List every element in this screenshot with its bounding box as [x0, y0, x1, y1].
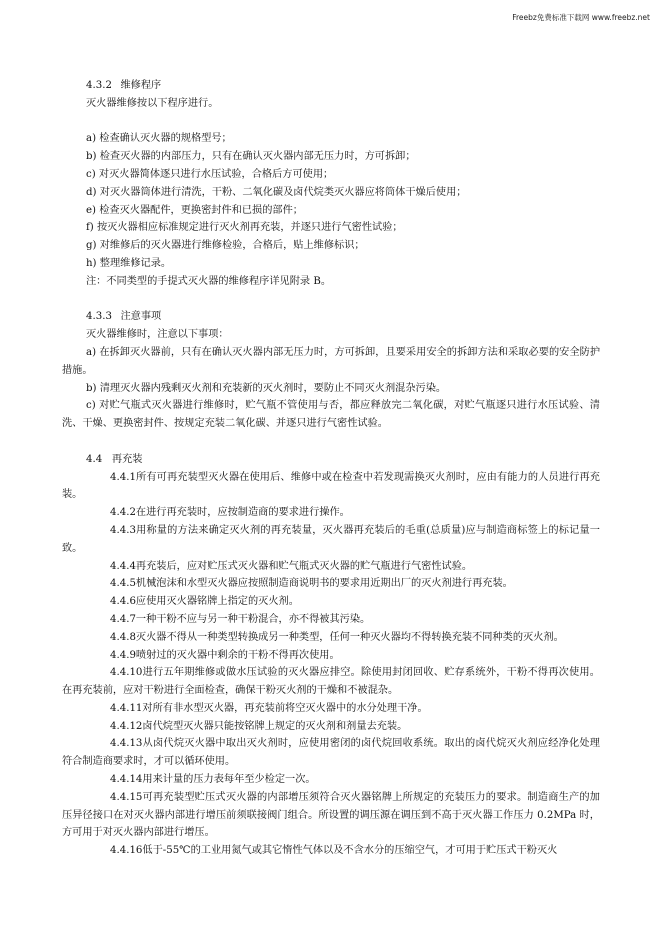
section-number: 4.3.3 [86, 311, 112, 323]
paragraph: a) 在拆卸灭火器前，只有在确认灭火器内部无压力时，方可拆卸，且要采用安全的拆卸方法和采取必要的安全防护措施。 [62, 346, 600, 376]
clause-paragraph [62, 504, 600, 522]
list-item: a) 检查确认灭火器的规格型号； [86, 133, 232, 145]
section-title: 维修程序 [120, 80, 162, 91]
section-heading [62, 77, 600, 95]
clause-text: 在进行再充装时，应按制造商的要求进行操作。 [135, 507, 350, 519]
section-heading [62, 451, 600, 469]
clause-paragraph [62, 771, 600, 789]
section-number: 4.3.2 [86, 80, 112, 91]
paragraph: b) 清理灭火器内残剩灭火剂和充装新的灭火剂时，要防止不同灭火剂混杂污染。 [86, 382, 447, 394]
list-item: f) 按灭火器相应标准规定进行灭火剂再充装，并逐只进行气密性试验； [86, 222, 403, 234]
note: 注：不同类型的手提式灭火器的维修程序详见附录 B。 [86, 275, 332, 287]
clause-number: 4.4.11 [110, 702, 143, 714]
clause-text: 机械泡沫和水型灭火器应按照制造商说明书的要求用近期出厂的灭火剂进行再充装。 [135, 578, 513, 590]
clause-number: 4.4.1 [110, 471, 136, 483]
clause-text: 卤代烷型灭火器只能按铭牌上规定的灭火剂和剂量去充装。 [142, 720, 408, 732]
clause-text: 用称量的方法来确定灭火剂的再充装量，灭火器再充装后的毛重(总质量)应与制造商标签上的标记量一致。 [62, 524, 600, 554]
paragraph: 灭火器维修按以下程序进行。 [86, 97, 219, 109]
clause-paragraph [62, 718, 600, 736]
clause-paragraph [62, 469, 600, 505]
clause-text: 应使用灭火器铭牌上指定的灭火剂。 [135, 596, 299, 608]
list-item: b) 检查灭火器的内部压力，只有在确认灭火器内部无压力时，方可拆卸； [86, 151, 416, 163]
clause-paragraph [62, 522, 600, 558]
clause-text: 进行五年期维修或做水压试验的灭火器应排空。除使用封闭回收、贮存系统外，干粉不得再次使用。在再充装前，应对干粉进行全面检查，确保干粉灭火剂的干燥和不被混杂。 [62, 667, 600, 697]
clause-paragraph [62, 842, 600, 860]
clause-number: 4.4.16 [110, 845, 143, 857]
clause-paragraph [62, 647, 600, 665]
clause-paragraph [62, 789, 600, 842]
section-number: 4.4 [86, 453, 103, 465]
clause-number: 4.4.15 [110, 791, 143, 803]
clause-paragraph [62, 664, 600, 700]
clause-paragraph [62, 700, 600, 718]
clause-paragraph [62, 735, 600, 771]
clause-number: 4.4.8 [110, 631, 136, 643]
clause-number: 4.4.4 [110, 560, 136, 572]
paragraph: c) 对贮气瓶式灭火器进行维修时，贮气瓶不管使用与否，都应释放完二氧化碳，对贮气瓶逐只进行水压试验、清洗、干燥、更换密封件、按规定充装二氧化碳、并逐只进行气密性试验。 [62, 400, 600, 430]
list-item: g) 对维修后的灭火器进行维修检验，合格后，贴上维修标识； [86, 240, 365, 252]
clause-text: 再充装后，应对贮压式灭火器和贮气瓶式灭火器的贮气瓶进行气密性试验。 [135, 560, 473, 572]
section-title: 注意事项 [120, 311, 162, 323]
document-body [62, 77, 600, 860]
clause-text: 所有可再充装型灭火器在使用后、维修中或在检查中若发现需换灭火剂时，应由有能力的人员进行再充装。 [62, 471, 600, 501]
clause-text: 一种干粉不应与另一种干粉混合，亦不得被其污染。 [135, 613, 371, 625]
clause-number: 4.4.14 [110, 774, 143, 786]
clause-number: 4.4.7 [110, 613, 136, 625]
clause-number: 4.4.13 [110, 738, 143, 750]
list-item: h) 整理维修记录。 [86, 257, 172, 269]
clause-number: 4.4.6 [110, 596, 136, 608]
paragraph: 灭火器维修时，注意以下事项： [86, 329, 229, 341]
clause-number: 4.4.9 [110, 649, 136, 661]
site-header-link[interactable]: Freebz免费标准下载网 www.freebz.net [512, 13, 650, 22]
clause-number: 4.4.12 [110, 720, 143, 732]
clause-paragraph [62, 593, 600, 611]
clause-number: 4.4.3 [110, 524, 136, 536]
clause-text: 用来计量的压力表每年至少检定一次。 [142, 774, 316, 786]
clause-text: 可再充装型贮压式灭火器的内部增压须符合灭火器铭牌上所规定的充装压力的要求。制造商生产的加压异径接口在对灭火器内部进行增压前须联接阀门组合。所设置的调压源在调压到不高于灭火器工作压力 0.2MPa 时，方可用于对灭火器内部进行增压。 [62, 791, 600, 839]
clause-number: 4.4.10 [110, 667, 143, 679]
clause-paragraph [62, 575, 600, 593]
clause-text: 从卤代烷灭火器中取出灭火剂时，应使用密闭的卤代烷回收系统。取出的卤代烷灭火剂应经净化处理符合制造商要求时，才可以循环使用。 [62, 738, 600, 768]
clause-number: 4.4.2 [110, 507, 136, 519]
clause-text: 对所有非水型灭火器，再充装前将空灭火器中的水分处理干净。 [142, 702, 428, 714]
list-item: e) 检查灭火器配件，更换密封件和已损的部件； [86, 204, 303, 216]
clause-paragraph [62, 611, 600, 629]
list-item: c) 对灭火器简体逐只进行水压试验，合格后方可使用； [86, 168, 334, 180]
clause-text: 低于-55℃的工业用氮气或其它惰性气体以及不含水分的压缩空气，才可用于贮压式干粉灭火 [142, 845, 558, 857]
clause-text: 喷射过的灭火器中剩余的干粉不得再次使用。 [135, 649, 340, 661]
section-title: 再充装 [111, 453, 143, 465]
clause-paragraph [62, 558, 600, 576]
section-heading [62, 308, 600, 326]
list-item: d) 对灭火器筒体进行清洗，干粉、二氧化碳及卤代烷类灭火器应将筒体干燥后使用； [86, 186, 467, 198]
clause-number: 4.4.5 [110, 578, 136, 590]
clause-paragraph [62, 629, 600, 647]
clause-text: 灭火器不得从一种类型转换成另一种类型，任何一种灭火器均不得转换充装不同种类的灭火剂。 [135, 631, 564, 643]
clause-list [62, 469, 600, 861]
